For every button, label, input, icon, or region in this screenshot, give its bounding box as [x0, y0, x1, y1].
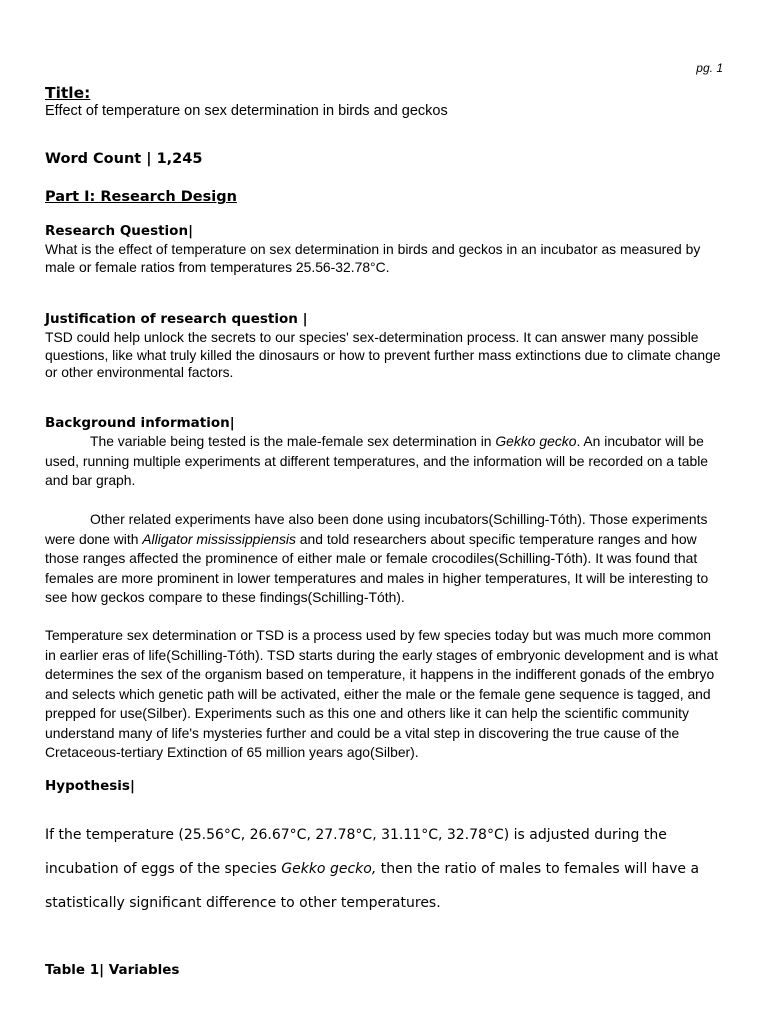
justification-heading: Justification of research question | [45, 311, 308, 327]
title-label: Title: [45, 84, 91, 102]
background-p1-text-b: . An incubator will be used, running multiple experiments at different temperatures, and the information will be recorded on a table and bar graph. [45, 433, 709, 488]
hypothesis-species: Gekko gecko, [281, 861, 377, 877]
background-paragraph-2 [45, 510, 725, 608]
part1-heading: Part I: Research Design [45, 189, 237, 205]
background-p2-text-a: Other related experiments have also been done using incubators(Schilling-Tóth). Those experiments were done with [45, 511, 708, 547]
background-paragraph-3: Temperature sex determination or TSD is a process used by few species today but was much more common in earlier eras of life(Schilling-Tóth). TSD starts during the early stages of embryonic development and is what determines the sex of the organism based on temperature, it happens in the indifferent gonads of the embryo and selects which genetic path will be activated, either the male or the female gene sequence is tagged, and prepped for use(Silber). Experiments such as this one and others like it can help the scientific community understand many of life's mysteries further and could be a vital step in discovering the true cause of the Cretaceous-tertiary Extinction of 65 million years ago(Silber). [45, 627, 718, 760]
hypothesis-text-b: then the ratio of males to females will have a statistically significant difference to other temperatures. [45, 861, 700, 911]
hypothesis-heading: Hypothesis| [45, 778, 135, 794]
hypothesis-text [45, 818, 725, 920]
background-heading: Background information| [45, 415, 235, 431]
document-title: Effect of temperature on sex determination in birds and geckos [45, 103, 448, 119]
table1-label: Table 1| Variables [45, 962, 180, 978]
justification-text: TSD could help unlock the secrets to our species' sex-determination process. It can answer many possible questions, like what truly killed the dinosaurs or how to prevent further mass extinctions due to climate change or other environmental factors. [45, 329, 721, 380]
word-count: Word Count | 1,245 [45, 151, 203, 167]
background-p2-text-b: and told researchers about specific temperature ranges and how those ranges affected the prominence of either male or female crocodiles(Schilling-Tóth). It was found that females are more prominent in lower temperatures and males in higher temperatures, It will be interesting to see how geckos compare to these findings(Schilling-Tóth). [45, 530, 709, 605]
page-number: pg. 1 [696, 61, 723, 75]
background-p1-text-a: The variable being tested is the male-female sex determination in [90, 433, 496, 449]
background-p2-species: Alligator mississippiensis [142, 530, 296, 547]
background-p1-species: Gekko gecko [495, 433, 577, 449]
hypothesis-text-a: If the temperature (25.56°C, 26.67°C, 27.78°C, 31.11°C, 32.78°C) is adjusted during the incubation of eggs of the species [45, 827, 667, 877]
research-question-heading: Research Question| [45, 223, 193, 239]
background-paragraph-1 [45, 432, 725, 491]
research-question-text: What is the effect of temperature on sex determination in birds and geckos in an incubator as measured by male or female ratios from temperatures 25.56-32.78°C. [45, 241, 701, 275]
